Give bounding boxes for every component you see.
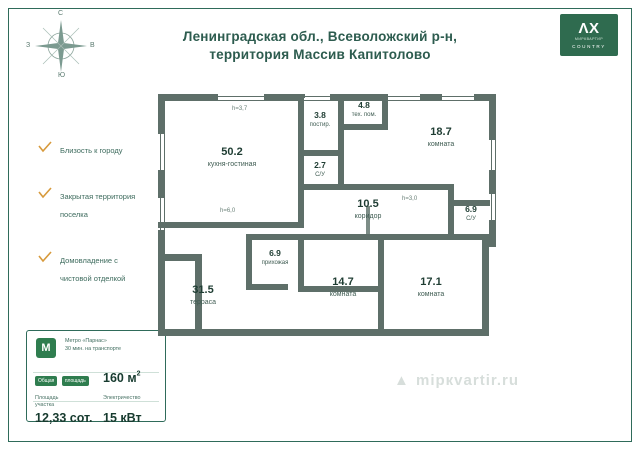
total-area-tag-2: площадь: [62, 376, 89, 386]
wall-segment: [482, 240, 489, 336]
wall-segment: [338, 124, 388, 130]
room-name: комната: [427, 141, 455, 148]
wall-segment: [158, 230, 165, 254]
wall-segment: [489, 220, 496, 240]
title-line-1: Ленинградская обл., Всеволожский р-н,: [182, 29, 458, 44]
wall-segment: [378, 240, 384, 330]
room-label-laundry: [300, 110, 340, 129]
window: [218, 96, 264, 101]
check-icon: [38, 250, 52, 262]
compass-north-label: С: [58, 10, 64, 17]
room-name: С/У: [315, 172, 325, 178]
room-name: С/У: [466, 216, 476, 222]
check-icon: [38, 186, 52, 198]
total-area-label-group: [35, 369, 93, 387]
page-title: [150, 28, 490, 64]
room-name: терраса: [189, 299, 217, 306]
feature-list: [38, 140, 148, 314]
total-area-tag: Общая: [35, 376, 57, 386]
power-label-group: [103, 395, 163, 402]
room-label-bedroom-171: [396, 276, 466, 299]
metro-station: Метро «Парнас»: [65, 338, 107, 344]
feature-label: Домовладение с чистовой отделкой: [60, 256, 126, 283]
room-label-terrace: [168, 284, 238, 307]
window: [491, 140, 496, 170]
window: [491, 194, 496, 220]
power-label: Электричество: [103, 395, 141, 401]
room-name: комната: [417, 291, 445, 298]
total-area-value-group: [103, 369, 163, 387]
logo-subtitle: МИРКВАРТИР: [574, 36, 604, 41]
compass-west-label: З: [26, 42, 31, 49]
wall-segment: [158, 254, 165, 336]
metro-info: [65, 338, 161, 353]
dimension-label: h=3,7: [232, 106, 248, 112]
title-line-2: территория Массив Капитолово: [209, 47, 431, 62]
plot-area-label-line2: участка: [35, 402, 55, 408]
logo-mark: ΛX: [578, 19, 600, 37]
plot-area-label-group: [35, 395, 93, 409]
room-area: 10.5: [357, 198, 379, 210]
room-label-tech: [343, 100, 385, 119]
room-area: 4.8: [358, 100, 370, 110]
room-label-bedroom-147: [308, 276, 378, 299]
plot-area-value: 12,33 сот.: [35, 411, 93, 425]
wall-segment: [246, 234, 304, 240]
room-label-hallway: [248, 248, 302, 267]
list-item: [38, 250, 148, 286]
room-label-corridor: [340, 198, 396, 221]
window: [442, 96, 474, 101]
room-area: 31.5: [192, 284, 214, 296]
watermark-icon: ▲: [394, 372, 409, 389]
room-name: прихожая: [261, 260, 289, 266]
window: [386, 96, 420, 101]
compass-south-label: Ю: [58, 72, 66, 79]
check-icon: [38, 140, 52, 152]
window: [302, 96, 330, 101]
plot-area-value-wrap: [35, 409, 93, 427]
room-area: 6.9: [465, 204, 477, 214]
brand-logo: [560, 14, 618, 56]
metro-travel-time: 30 мин. на транспорте: [65, 345, 121, 352]
room-name: постир.: [309, 122, 331, 128]
property-info-card: [26, 330, 166, 425]
wall-segment: [158, 329, 202, 336]
list-item: [38, 186, 148, 222]
wall-segment: [158, 170, 165, 198]
room-name: тех. пом.: [351, 112, 377, 118]
wall-segment: [344, 184, 454, 190]
wall-segment: [158, 94, 165, 134]
total-area-value: 160 м: [103, 371, 137, 385]
room-area: 17.1: [420, 276, 442, 288]
feature-label: Закрытая территория поселка: [60, 192, 136, 219]
total-area-unit: 2: [136, 370, 141, 378]
room-label-kitchen-living: [192, 146, 272, 169]
logo-country-label: COUNTRY: [572, 43, 606, 49]
wall-segment: [158, 94, 218, 101]
wall-segment: [448, 234, 490, 240]
room-area: 14.7: [332, 276, 354, 288]
power-value-wrap: [103, 409, 163, 427]
list-item: [38, 140, 148, 158]
wall-segment: [158, 222, 304, 228]
plot-area-label-line1: Площадь: [35, 395, 59, 401]
wall-segment: [420, 94, 442, 101]
floor-plan: [150, 88, 520, 368]
dimension-label: h=6,0: [220, 208, 236, 214]
room-name: комната: [329, 291, 357, 298]
wall-segment: [195, 329, 485, 336]
room-label-bath-27: [301, 160, 339, 179]
room-area: 3.8: [314, 110, 326, 120]
room-label-bath-69: [452, 204, 490, 223]
dimension-label: h=3,0: [402, 196, 418, 202]
wall-segment: [489, 170, 496, 194]
room-area: 6.9: [269, 248, 281, 258]
compass-rose: [24, 12, 98, 80]
compass-icon: [24, 12, 98, 80]
metro-icon: M: [36, 338, 56, 358]
window: [160, 134, 165, 170]
watermark: miркvartir.ru: [416, 372, 520, 389]
room-area: 18.7: [430, 126, 452, 138]
room-area: 2.7: [314, 160, 326, 170]
wall-segment: [264, 94, 302, 101]
feature-label: Близость к городу: [60, 146, 123, 155]
power-value: 15 кВт: [103, 411, 142, 425]
room-area: 50.2: [221, 146, 243, 158]
room-name: кухня-гостиная: [207, 161, 257, 168]
compass-east-label: В: [90, 42, 95, 49]
wall-segment: [489, 94, 496, 140]
wall-segment: [246, 284, 288, 290]
room-name: коридор: [354, 213, 382, 220]
room-label-bedroom-18: [398, 126, 484, 149]
